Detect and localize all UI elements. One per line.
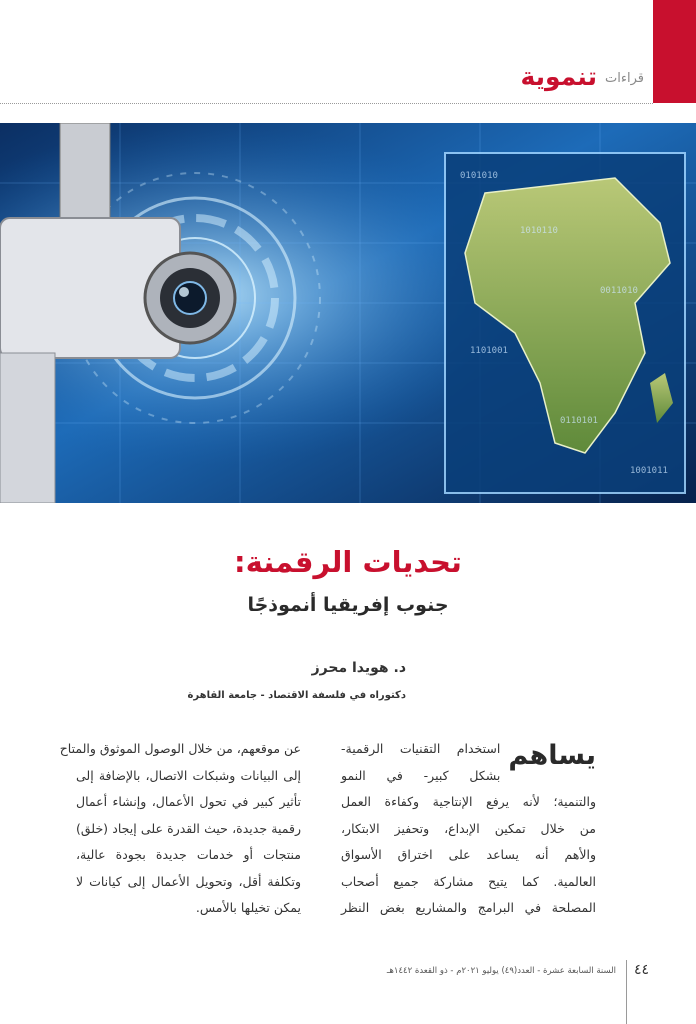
binary-text: 0011010	[600, 286, 638, 296]
dropcap-row	[341, 736, 596, 789]
body-line: وتكلفة أقل، وتحويل الأعمال إلى كيانات لا	[76, 873, 301, 889]
binary-text: 1010110	[520, 226, 558, 236]
body-line: العالمية. كما يتيح مشاركة جميع أصحاب	[341, 873, 596, 889]
author-affiliation: دكتوراه في فلسفة الاقتصاد - جامعة القاهرة	[187, 690, 406, 701]
body-line: عن موقعهم، من خلال الوصول الموثوق والمتاح	[59, 741, 301, 756]
hero-image	[0, 123, 696, 503]
body-line: المصلحة في البرامج والمشاريع بغض النظر	[341, 900, 596, 915]
body-line: يمكن تخيلها بالأمس.	[195, 900, 301, 915]
body-line: إلى البيانات وشبكات الاتصال، بالإضافة إلى	[76, 767, 301, 783]
author-name: د. هويدا محرز	[311, 660, 406, 676]
body-column-left	[59, 736, 301, 922]
body-line: تأثير كبير في تحول الأعمال، وإنشاء أعمال	[76, 794, 301, 809]
article-subtitle: جنوب إفريقيا أنموذجًا	[247, 594, 449, 616]
section-tag	[520, 64, 644, 89]
section-main-label: تنموية	[520, 62, 598, 91]
dropcap-word: يساهم	[508, 740, 596, 771]
body-line: استخدام التقنيات الرقمية-	[341, 741, 501, 756]
issue-line: السنة السابعة عشرة - العدد(٤٩) يوليو ٢٠٢١م - ذو القعدة ١٤٤٢هـ	[386, 966, 616, 976]
article-title: تحديات الرقمنة:	[234, 545, 462, 579]
binary-text: 1101001	[470, 346, 508, 356]
binary-text: 0101010	[460, 171, 498, 181]
section-sub-label: قراءات	[605, 71, 644, 86]
body-column-right	[341, 736, 596, 922]
binary-text: 0110101	[560, 416, 598, 426]
page-number: ٤٤	[634, 962, 650, 978]
body-line: من خلال تمكين الإبداع، وتحفيز الابتكار،	[341, 820, 596, 836]
footer-separator	[626, 960, 627, 1024]
body-line: منتجات أو خدمات جديدة بجودة عالية،	[76, 847, 301, 862]
body-line: والتنمية؛ لأنه يرفع الإنتاجية وكفاءة العمل	[341, 794, 596, 809]
body-line: والأهم أنه يساعد على اختراق الأسواق	[341, 847, 596, 862]
digital-africa-camera-illustration-icon	[0, 123, 696, 503]
red-corner-tab	[653, 0, 696, 103]
header-dotted-rule	[0, 103, 653, 104]
body-line: رقمية جديدة، حيث القدرة على إيجاد (خلق)	[76, 820, 301, 836]
body-line: بشكل كبير- في النمو	[341, 767, 501, 783]
binary-text: 1001011	[630, 466, 668, 476]
